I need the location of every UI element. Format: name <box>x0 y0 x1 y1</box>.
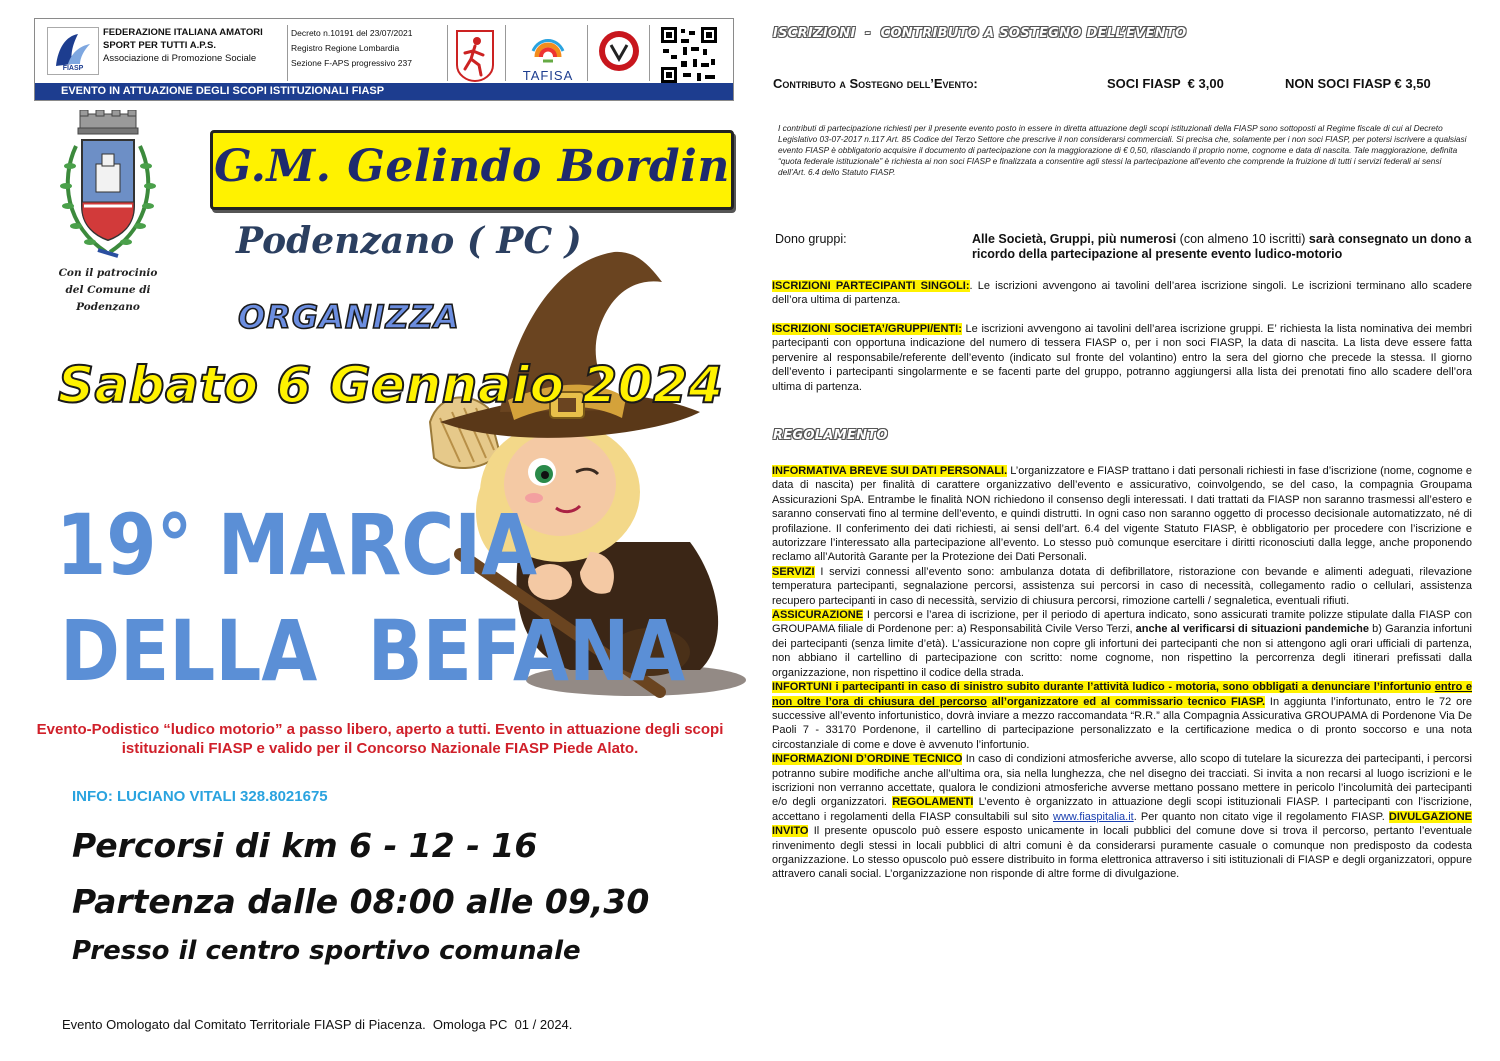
services-heading: SERVIZI <box>772 565 815 578</box>
organizes-label: ORGANIZZA <box>238 298 460 336</box>
decree-text: Decreto n.10191 del 23/07/2021 <box>291 28 413 38</box>
single-registration-text: . Le iscrizioni avvengono ai tavolini dell’area iscrizione singoli. Le iscrizioni terminano allo scadere dell’ora ultima di partenza. <box>772 280 1472 307</box>
qr-code-icon <box>659 25 719 85</box>
regulations-text: L’evento è organizzato in attuazione degli scopi istituzionali FIASP. I partecipanti con l’iscrizione, accettano i regolamenti della FIASP consultabili sul sito <box>772 796 1473 823</box>
town-name: Podenzano ( PC ) <box>236 220 582 262</box>
group-registration-paragraph <box>772 322 1472 394</box>
start-times: Partenza dalle 08:00 alle 09,30 <box>72 882 650 921</box>
insurance-heading: ASSICURAZIONE <box>772 609 864 622</box>
regulations-heading: REGOLAMENTI <box>892 796 974 809</box>
federation-name: FEDERAZIONE ITALIANA AMATORI <box>103 27 263 38</box>
organizer-title-box <box>210 130 734 210</box>
divider <box>649 25 650 81</box>
patronage-note <box>40 265 176 316</box>
section-title-rules: REGOLAMENTO <box>773 428 888 443</box>
event-title-line2: DELLA BEFANA <box>60 602 686 700</box>
federation-sub: SPORT PER TUTTI A.P.S. <box>103 40 216 51</box>
runner-logo-icon <box>453 25 497 83</box>
insurance-text: I percorsi e l’area di iscrizione, per il periodo di apertura indicato, sono assicurati tramite polizze stipulate dalla FIASP con GROUPAMA filiale di Pordenone per: a) Responsabilità Civile Verso Terzi, <box>772 609 1472 636</box>
institutional-banner: EVENTO IN ATTUAZIONE DEGLI SCOPI ISTITUZIONALI FIASP <box>35 83 733 100</box>
insurance-text: b) Garanzia infortuni dei partecipanti (senza limite d’età). L’assicurazione non copre gli infortuni dei partecipanti che non si attengono agli orari ufficiali di partenza, non abbiano il cartellino di partecipazione con scritto: nome cognome, non rispettino la percorrenza degli itinerari prefissati dalla organizzazione, non rispettino il codice della strada. <box>772 623 1472 679</box>
patronage-line: Con il patrocinio <box>58 267 158 279</box>
info-contact: INFO: LUCIANO VITALI 328.8021675 <box>72 788 328 805</box>
technical-heading: INFORMAZIONI D’ORDINE TECNICO <box>772 753 963 766</box>
privacy-text: L’organizzatore e FIASP trattano i dati personali richiesti in fase d’iscrizione (nome, cognome e data di nascita) per finalità di carattere organizzativo dell’evento e assicurativo, coinvolgendo, se del caso, la compagnia Groupama Assicurazioni SpA. Entrambe le finalità NON richiedono il consenso degli interessati. I dati trattati da FIASP non saranno trasmessi all’estero e saranno conservati fino al termine dell’evento, e quindi distrutti. In ogni caso non saranno oggetto di processo decisionale automatizzato, né di profilazione. Il conferimento dei dati richiesti, ai sensi dell’art. 6.4 del vigente Statuto FIASP, è obbligatorio per procedere con l’iscrizione e autorizzare l’interessato alla partecipazione all’evento. Lo stesso può comunque esercitare i diritti riconosciuti dalla legge, anche proponendo reclamo all’Autorità Garante per la Protezione dei Dati Personali. <box>772 465 1472 564</box>
tafisa-label: TAFISA <box>522 68 574 83</box>
fiasp-site-link[interactable]: www.fiaspitalia.it <box>1053 810 1134 823</box>
privacy-heading: INFORMATIVA BREVE SUI DATI PERSONALI. <box>772 465 1008 477</box>
group-registration-text: Le iscrizioni avvengono ai tavolini dell’area iscrizione gruppi. E’ richiesta la lista nominativa dei membri partecipanti con opportuna indicazione del numero di tessera FIASP o, per i non soci FIASP, la data di nascita. La lista deve essere fatta pervenire al responsabile/referente dell’evento (indicato sul fronte del volantino) entro la sera del giorno che precede la stessa. Il giorno dell’evento i partecipanti singolarmente e se facenti parte del gruppo, potranno aggiungersi alla lista dei prenotati fino allo scadere dell’ora ultima di partenza. <box>772 323 1472 393</box>
event-date: Sabato 6 Gennaio 2024 <box>58 356 724 414</box>
group-gift-bold: sarà consegnato un dono a ricordo della partecipazione al presente evento ludico-motorio <box>972 232 1472 261</box>
technical-text: In caso di condizioni atmosferiche avverse, allo scopo di tutelare la sicurezza dei partecipanti, i percorsi potranno subire modifiche anche all’ultima ora, sia nella lunghezza, che nel disegno dei tracciati. Si invita a non recarsi al luogo iscrizioni e le iscrizioni non verranno accettate, qualora le condizioni atmosferiche avverse mettano possano mettere in pericolo l’incolumità dei partecipanti e/o degli organizzatori. <box>772 753 1472 809</box>
divider <box>505 25 506 81</box>
event-description: Evento-Podistico “ludico motorio” a passo libero, aperto a tutti. Evento in attuazione degli scopi istituzionali FIASP e valido per il Concorso Nazionale FIASP Piede Alato. <box>36 721 724 757</box>
seal-logo-icon <box>597 29 641 73</box>
registry-info <box>291 26 451 71</box>
group-gift-bold: Alle Società, Gruppi, più numerosi <box>972 232 1177 246</box>
group-gift-label: Dono gruppi: <box>775 232 847 246</box>
rules-body <box>772 464 1472 882</box>
patronage-line: del Comune di <box>65 284 151 296</box>
contribution-members: SOCI FIASP € 3,00 <box>1107 76 1224 91</box>
fiasp-logo-label: FIASP <box>62 65 84 72</box>
group-registration-heading: ISCRIZIONI SOCIETA’/GRUPPI/ENTI: <box>772 323 962 335</box>
distribution-text: Il presente opuscolo può essere esposto unicamente in locali pubblici del comune dove si trova il percorso, pertanto l’eventuale rinvenimento degli stessi in locali pubblici di altri comuni è da considerarsi puramente casuale o comunque non predisposto da codesta organizzazione. Lo stesso opuscolo può essere distribuito in forma elettronica attraverso i siti istituzionali di FIASP e degli organizzatori, oppure attravero canali social. L’organizzazione non risponde di altre forme di divulgazione. <box>772 825 1472 881</box>
single-registration-heading: ISCRIZIONI PARTECIPANTI SINGOLI: <box>772 280 970 292</box>
federation-text <box>103 26 289 65</box>
contribution-nonmembers: NON SOCI FIASP € 3,50 <box>1285 76 1431 91</box>
single-registration-paragraph <box>772 279 1472 308</box>
group-gift-text <box>972 232 1472 262</box>
event-title-line1: 19° MARCIA <box>56 496 538 594</box>
accidents-deadline: entro e non oltre l’ora di chiusura del percorso <box>772 681 1472 708</box>
venue: Presso il centro sportivo comunale <box>72 936 581 966</box>
federation-assoc: Associazione di Promozione Sociale <box>103 53 257 64</box>
contribution-label: Contributo a Sostegno dell’Evento: <box>773 76 978 91</box>
patronage-line: Podenzano <box>76 301 140 313</box>
approval-note: Evento Omologato dal Comitato Territoriale FIASP di Piacenza. Omologa PC 01 / 2024. <box>62 1017 573 1032</box>
fiscal-note: I contributi di partecipazione richiesti per il presente evento posto in essere in diretta attuazione degli scopi istituzionali della FIASP sono sottoposti al Regime fiscale di cui al Decreto Legislativo 03-07-2017 n.117 Art. 85 Codice del Terzo Settore che prescrive il non considerarsi commerciali. Si precisa che, solamente per i non soci FIASP, per potersi iscrivere a qualsiasi evento FIASP è obbligatorio acquisire il documento di partecipazione con la maggiorazione di € 0,50, rilasciando il proprio nome, cognome e data di nascita. Tale maggiorazione, definita “quota federale istituzionale” è richiesta ai non soci FIASP e finalizzata a consentire agli stessi la partecipazione all’evento che comprende la fruizione di tutti i servizi federali ai sensi dell’Art. 6.4 dello Statuto FIASP. <box>778 123 1467 177</box>
regulations-text: . Per quanto non citato vige il regolamento FIASP. <box>1133 810 1389 823</box>
insurance-pandemic: anche al verificarsi di situazioni pandemiche <box>1135 623 1370 636</box>
divider <box>287 25 288 81</box>
accidents-heading-text: INFORTUNI i partecipanti in caso di sinistro subito durante l’attività ludico - motoria, sono obbligati a denunciare l’infortunio <box>772 681 1435 694</box>
fiasp-logo-icon <box>47 27 99 75</box>
accidents-heading-tail: all’organizzatore ed al commissario tecnico FIASP. <box>986 695 1266 708</box>
tafisa-logo-icon <box>517 27 579 83</box>
divider <box>447 25 448 81</box>
section-title-registration: ISCRIZIONI - CONTRIBUTO A SOSTEGNO DELL’EVENTO <box>773 26 1187 41</box>
registry-text: Registro Regione Lombardia <box>291 43 400 53</box>
organizer-name: G.M. Gelindo Bordin <box>214 141 730 192</box>
divider <box>587 25 588 81</box>
group-gift-normal: (con almeno 10 iscritti) <box>1176 232 1309 246</box>
distribution-heading: DIVULGAZIONE INVITO <box>772 810 1472 838</box>
routes-distances: Percorsi di km 6 - 12 - 16 <box>72 826 538 865</box>
services-text: I servizi connessi all’evento sono: ambulanza dotata di defibrillatore, ristorazione con bevande e alimenti adeguati, rilevazione temperatura partecipanti, segnalazione percorsi, assistenza sui percorsi in caso di necessità, collegamento radio o cellulari, assistenza recupero partecipanti in caso di necessità, servizio di chiusura percorsi, rimozione cartelli / segnaletica, eventuali rifiuti. <box>772 565 1472 607</box>
accidents-text: In aggiunta l’infortunato, entro le 72 ore successive all’evento infortunistico, dovrà inviare a mezzo raccomandata “R.R.” alla Compagnia Assicurativa GROUPAMA di Pordenone Via De Paoli 7 - 33170 Pordenone, il cartellino di partecipazione personalizzato e la certificazione medica o di pronto soccorso e una nota circostanziale di come e dove è avvenuto l’infortunio. <box>772 695 1472 751</box>
section-text: Sezione F-APS progressivo 237 <box>291 58 412 68</box>
federation-header <box>34 18 734 101</box>
coat-of-arms-icon <box>50 110 166 260</box>
